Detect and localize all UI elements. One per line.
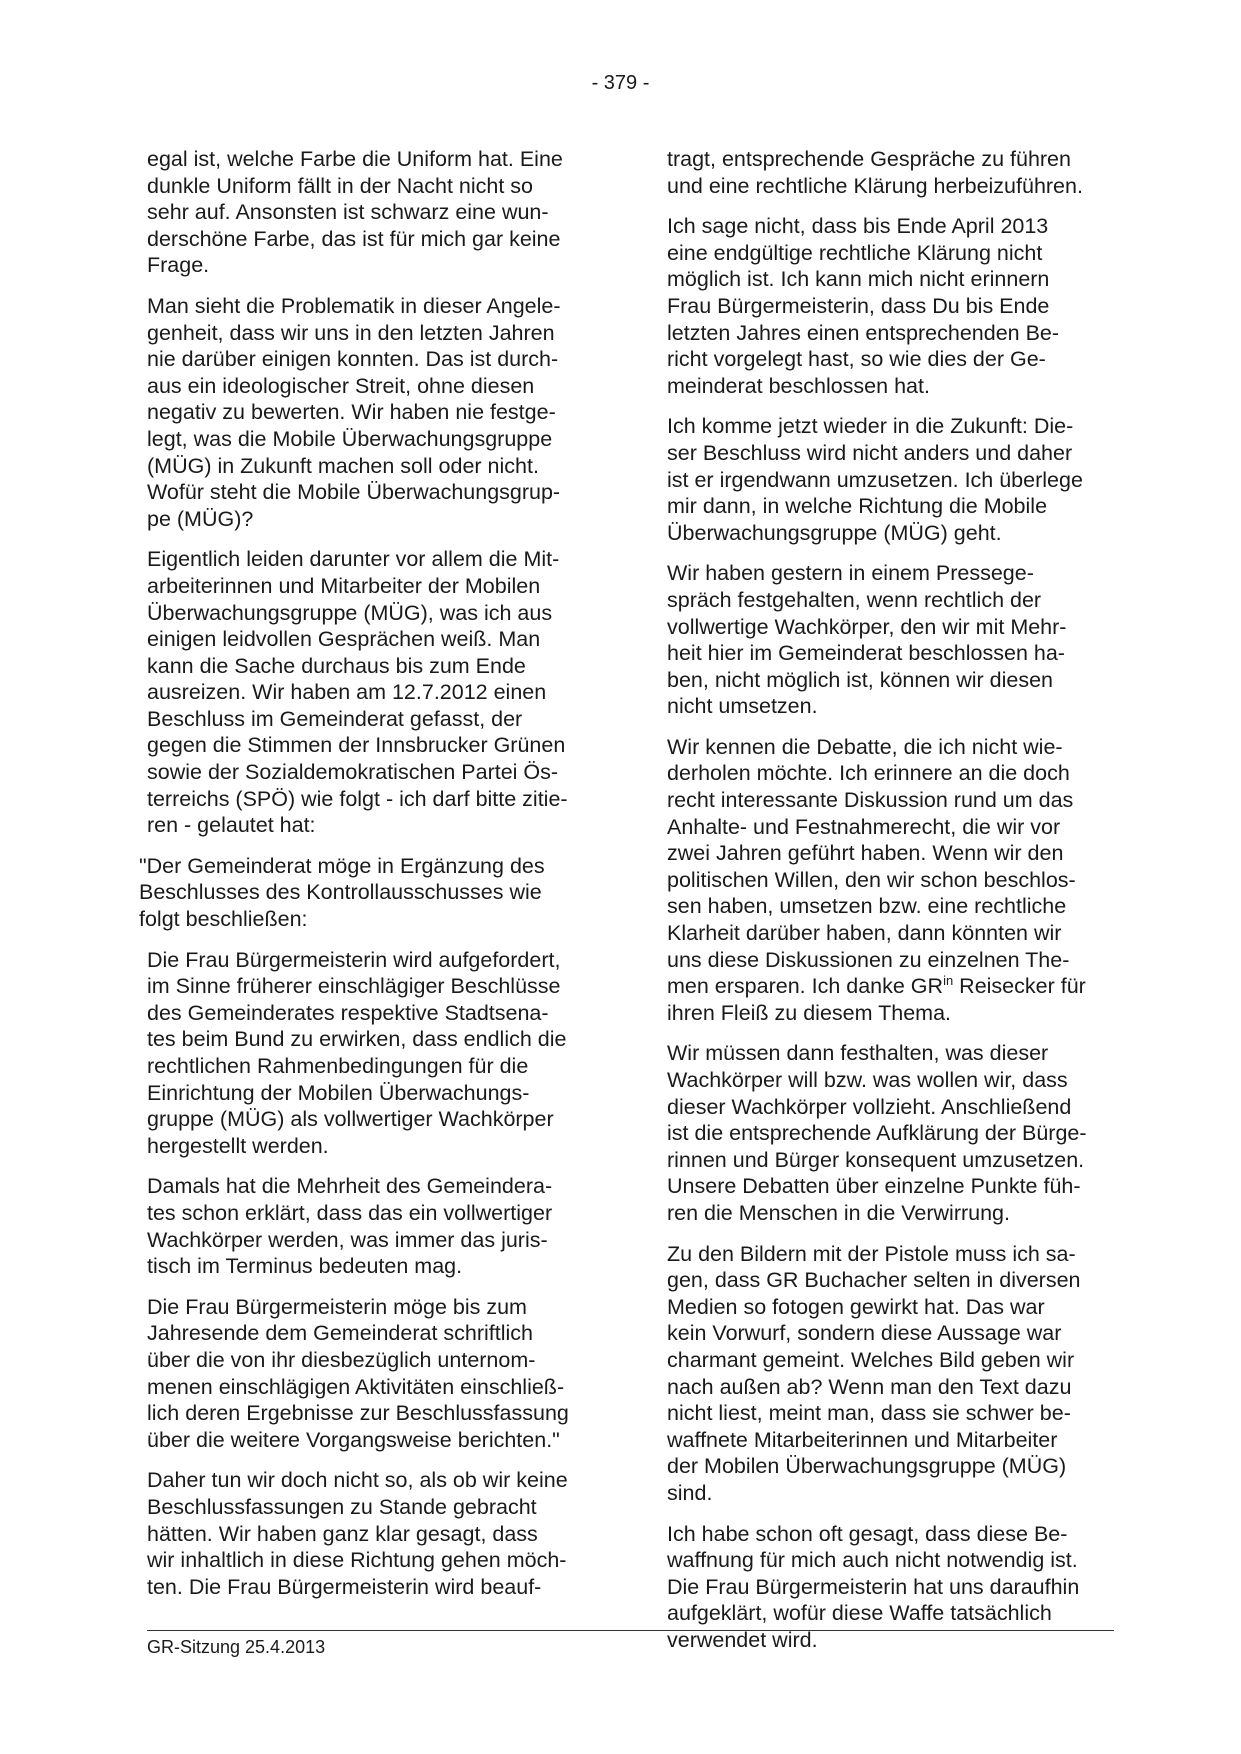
- footer-session-date: GR-Sitzung 25.4.2013: [147, 1637, 326, 1657]
- paragraph: Eigentlich leiden darunter vor allem die Mit- arbeiterinnen und Mitarbeiter der Mobilen Überwachungsgruppe (MÜG), was ich aus einigen leidvollen Gesprächen weiß. Man kann die Sache durchaus bis zum Ende ausreizen. Wir haben am 12.7.2012 einen Beschluss im Gemeinderat gefasst, der gegen die Stimmen der Innsbrucker Grünen sowie der Sozialdemokratischen Partei Ös- terreichs (SPÖ) wie folgt - ich darf bitte zitie- ren - gelautet hat:: [147, 547, 568, 838]
- quote-paragraph: "Der Gemeinderat möge in Ergänzung des Beschlusses des Kontrollausschusses wie folgt beschließen:: [139, 853, 545, 932]
- paragraph: Damals hat die Mehrheit des Gemeindera- tes schon erklärt, dass das ein vollwertiger Wachkörper werden, was immer das juris- tisch im Terminus bedeuten mag.: [147, 1174, 553, 1279]
- page-number: - 379 -: [591, 72, 650, 94]
- paragraph: Daher tun wir doch nicht so, als ob wir keine Beschlussfassungen zu Stande gebracht hätten. Wir haben ganz klar gesagt, dass wir inhaltlich in diese Richtung gehen möch- ten. Die Frau Bürgermeisterin wird beauf-: [147, 1468, 568, 1599]
- right-column: [667, 146, 1112, 1667]
- quote-paragraph: Die Frau Bürgermeisterin wird aufgefordert, im Sinne früherer einschlägiger Beschlüsse des Gemeinderates respektive Stadtsena- tes beim Bund zu erwirken, dass endlich die rechtlichen Rahmenbedingungen für die Einrichtung der Mobilen Überwachungs- gruppe (MÜG) als vollwertiger Wachkörper hergestellt werden.: [147, 947, 567, 1158]
- footer-divider: [147, 1630, 1114, 1631]
- paragraph: Ich sage nicht, dass bis Ende April 2013 eine endgültige rechtliche Klärung nicht möglich ist. Ich kann mich nicht erinnern Frau Bürgermeisterin, dass Du bis Ende letzten Jahres einen entsprechenden Be- richt vorgelegt hast, so wie dies der Ge- meinderat beschlossen hat.: [667, 214, 1060, 398]
- paragraph: [667, 734, 1112, 1027]
- quote-paragraph: Die Frau Bürgermeisterin möge bis zum Jahresende dem Gemeinderat schriftlich über die von ihr diesbezüglich unternom- menen einschlägigen Aktivitäten einschließ- lich deren Ergebnisse zur Beschlussfassung über die weitere Vorgangsweise berichten.": [147, 1294, 569, 1452]
- paragraph: Wir müssen dann festhalten, was dieser Wachkörper will bzw. was wollen wir, dass dieser Wachkörper vollzieht. Anschließend ist die entsprechende Aufklärung der Bürge- rinnen und Bürger konsequent umzusetzen. Unsere Debatten über einzelne Punkte füh- ren die Menschen in die Verwirrung.: [667, 1041, 1087, 1225]
- paragraph-text: Reisecker für ihren Fleiß zu diesem Thema.: [667, 974, 1086, 1025]
- left-column: [139, 146, 602, 1614]
- paragraph: Zu den Bildern mit der Pistole muss ich sa- gen, dass GR Buchacher selten in diversen Medien so fotogen gewirkt hat. Das war kein Vorwurf, sondern diese Aussage war charmant gemeint. Welches Bild geben wir nach außen ab? Wenn man den Text dazu nicht liest, meint man, dass sie schwer be- waffnete Mitarbeiterinnen und Mitarbeiter der Mobilen Überwachungsgruppe (MÜG) sind.: [667, 1241, 1081, 1505]
- paragraph: Ich komme jetzt wieder in die Zukunft: Die- ser Beschluss wird nicht anders und daher ist er irgendwann umzusetzen. Ich überlege mir dann, in welche Richtung die Mobile Überwachungsgruppe (MÜG) geht.: [667, 414, 1083, 545]
- paragraph: egal ist, welche Farbe die Uniform hat. Eine dunkle Uniform fällt in der Nacht nicht so sehr auf. Ansonsten ist schwarz eine wun- derschöne Farbe, das ist für mich gar keine Frage.: [147, 147, 563, 278]
- superscript: in: [943, 973, 954, 989]
- paragraph: Ich habe schon oft gesagt, dass diese Be- waffnung für mich auch nicht notwendig ist. Die Frau Bürgermeisterin hat uns daraufhin aufgeklärt, wofür diese Waffe tatsächlich verwendet wird.: [667, 1521, 1080, 1652]
- paragraph: tragt, entsprechende Gespräche zu führen und eine rechtliche Klärung herbeizuführen.: [667, 147, 1083, 198]
- paragraph: Man sieht die Problematik in dieser Angele- genheit, dass wir uns in den letzten Jahren nie darüber einigen konnten. Das ist durch- aus ein ideologischer Streit, ohne diesen negativ zu bewerten. Wir haben nie festge- legt, was die Mobile Überwachungsgruppe (MÜG) in Zukunft machen soll oder nicht. Wofür steht die Mobile Überwachungsgrup- pe (MÜG)?: [147, 293, 561, 531]
- paragraph: Wir haben gestern in einem Pressege- spräch festgehalten, wenn rechtlich der vollwertige Wachkörper, den wir mit Mehr- heit hier im Gemeinderat beschlossen ha- ben, nicht möglich ist, können wir diesen nicht umsetzen.: [667, 561, 1067, 719]
- paragraph-text: Wir kennen die Debatte, die ich nicht wie- derholen möchte. Ich erinnere an die doch recht interessante Diskussion rund um das Anhalte- und Festnahmerecht, die wir vor zwei Jahren geführt haben. Wenn wir den politischen Willen, den wir schon beschlos- sen haben, umsetzen bzw. eine rechtliche Klarheit darüber haben, dann könnten wir uns diese Diskussionen zu einzelnen The- men ersparen. Ich danke GR: [667, 734, 1076, 999]
